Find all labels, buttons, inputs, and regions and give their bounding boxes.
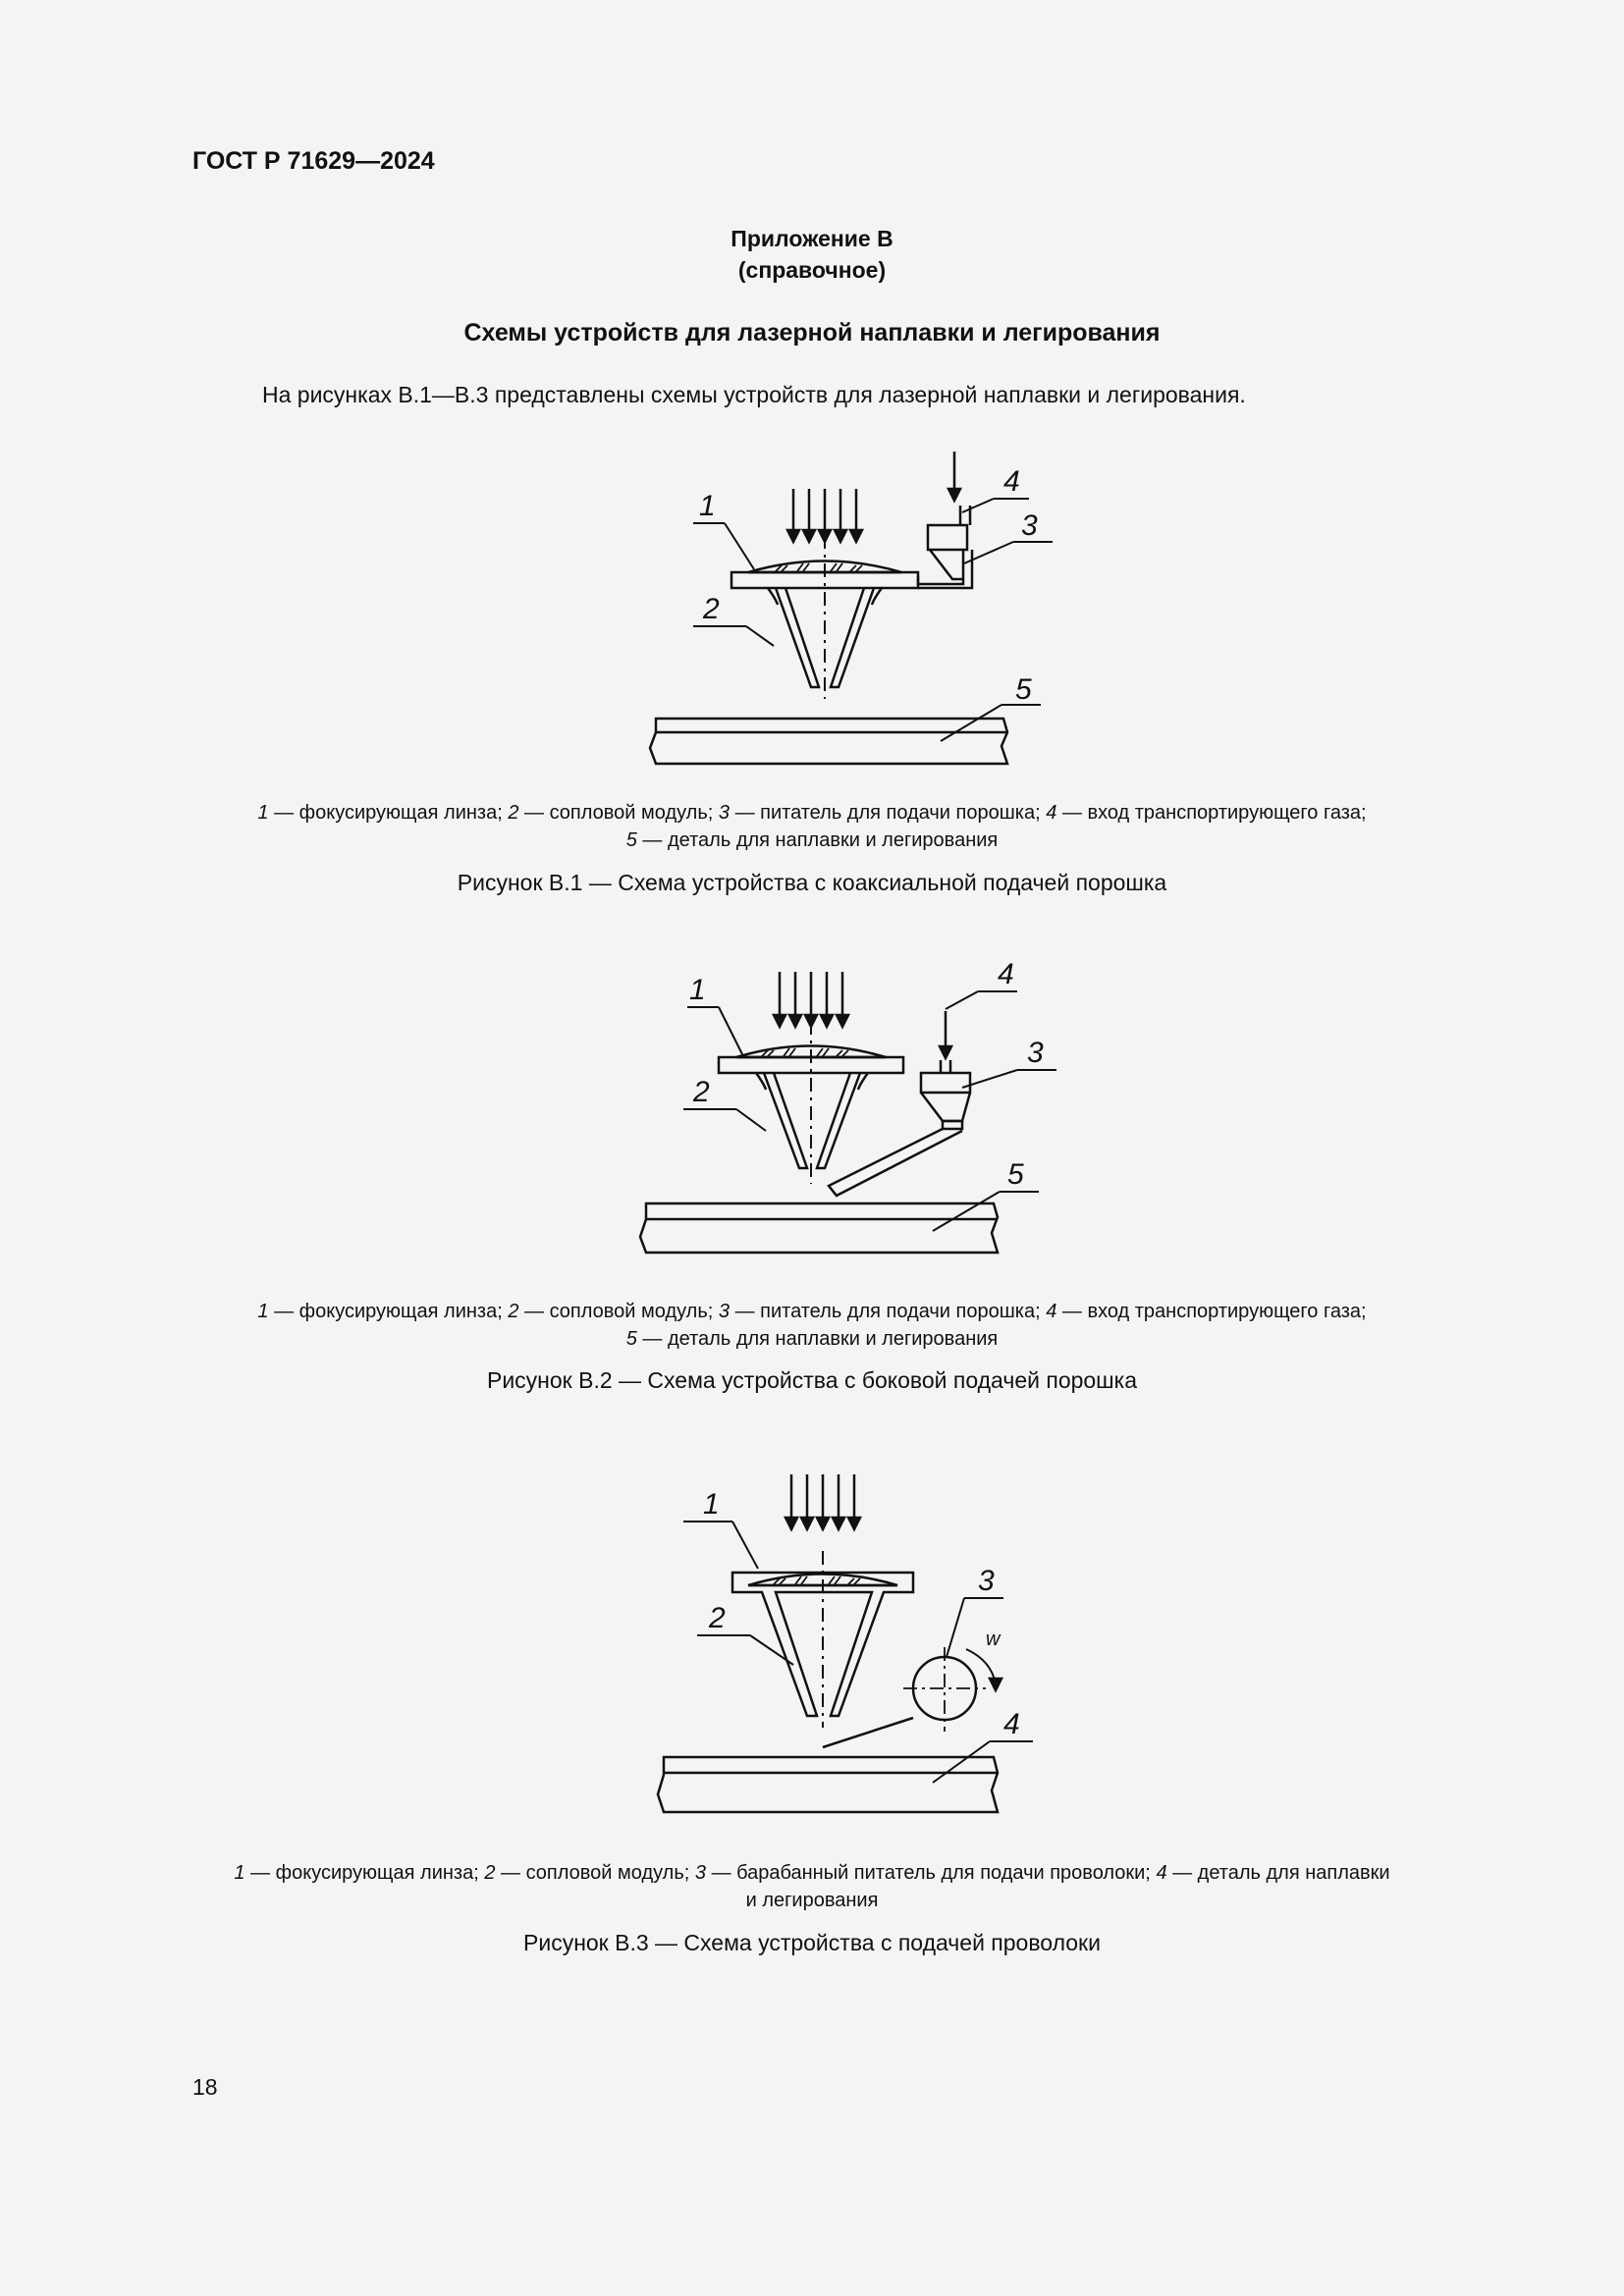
fig3-label-w: w: [986, 1629, 1001, 1650]
fig2-label-1: 1: [689, 974, 706, 1006]
fig1-label-2: 2: [703, 593, 720, 625]
laser-beam-arrows: [787, 489, 862, 542]
fig1-label-4: 4: [1003, 465, 1020, 498]
figure-b1-caption: Рисунок В.1 — Схема устройства с коаксиальной подачей порошка: [457, 870, 1167, 895]
fig3-label-4: 4: [1003, 1708, 1020, 1740]
appendix-subtitle: (справочное): [737, 257, 887, 283]
fig2-label-4: 4: [998, 958, 1014, 990]
fig2-label-5: 5: [1007, 1158, 1024, 1191]
fig3-label-1: 1: [703, 1488, 720, 1521]
wire-drum-feeder: [903, 1647, 1001, 1732]
workpiece: [658, 1757, 998, 1812]
fig1-label-3: 3: [1021, 509, 1038, 542]
intro-paragraph: На рисунках В.1—В.3 представлены схемы устройств для лазерной наплавки и легирования.: [262, 382, 1246, 407]
powder-feeder: [829, 1060, 970, 1196]
page-number: 18: [192, 2074, 218, 2100]
wire: [823, 1718, 913, 1747]
fig2-label-3: 3: [1027, 1037, 1044, 1069]
figure-b3-legend: 1 — фокусирующая линза; 2 — сопловой модуль; 3 — барабанный питатель для подачи проволоки; 4 — деталь для наплавки и легирования: [234, 1862, 1390, 1911]
gas-inlet-arrow: [940, 1011, 951, 1058]
figure-b3-diagram: [0, 1453, 1624, 1826]
fig2-label-2: 2: [693, 1076, 710, 1108]
powder-feeder: [918, 506, 972, 588]
appendix-title: Приложение В: [731, 226, 893, 251]
workpiece: [650, 719, 1007, 764]
laser-beam-arrows: [785, 1474, 860, 1529]
standard-header: ГОСТ Р 71629—2024: [192, 147, 435, 175]
figure-b1-diagram: [0, 442, 1624, 785]
laser-beam-arrows: [774, 972, 848, 1027]
fig1-label-5: 5: [1015, 673, 1032, 706]
fig3-label-2: 2: [709, 1602, 726, 1634]
gas-inlet-arrow: [948, 452, 960, 501]
section-title: Схемы устройств для лазерной наплавки и легирования: [463, 319, 1161, 347]
figure-b2-legend: 1 — фокусирующая линза; 2 — сопловой модуль; 3 — питатель для подачи порошка; 4 — вход транспортирующего газа; 5 — деталь для наплавки и легирования: [257, 1301, 1367, 1350]
figure-b1-legend: 1 — фокусирующая линза; 2 — сопловой модуль; 3 — питатель для подачи порошка; 4 — вход транспортирующего газа; 5 — деталь для наплавки и легирования: [257, 802, 1367, 851]
figure-b3-caption: Рисунок В.3 — Схема устройства с подачей проволоки: [523, 1930, 1101, 1955]
figure-b2-caption: Рисунок В.2 — Схема устройства с боковой подачей порошка: [486, 1367, 1137, 1393]
workpiece: [640, 1203, 998, 1253]
fig1-label-1: 1: [699, 490, 716, 522]
fig3-label-3: 3: [978, 1565, 995, 1597]
figure-b2-diagram: [0, 952, 1624, 1266]
